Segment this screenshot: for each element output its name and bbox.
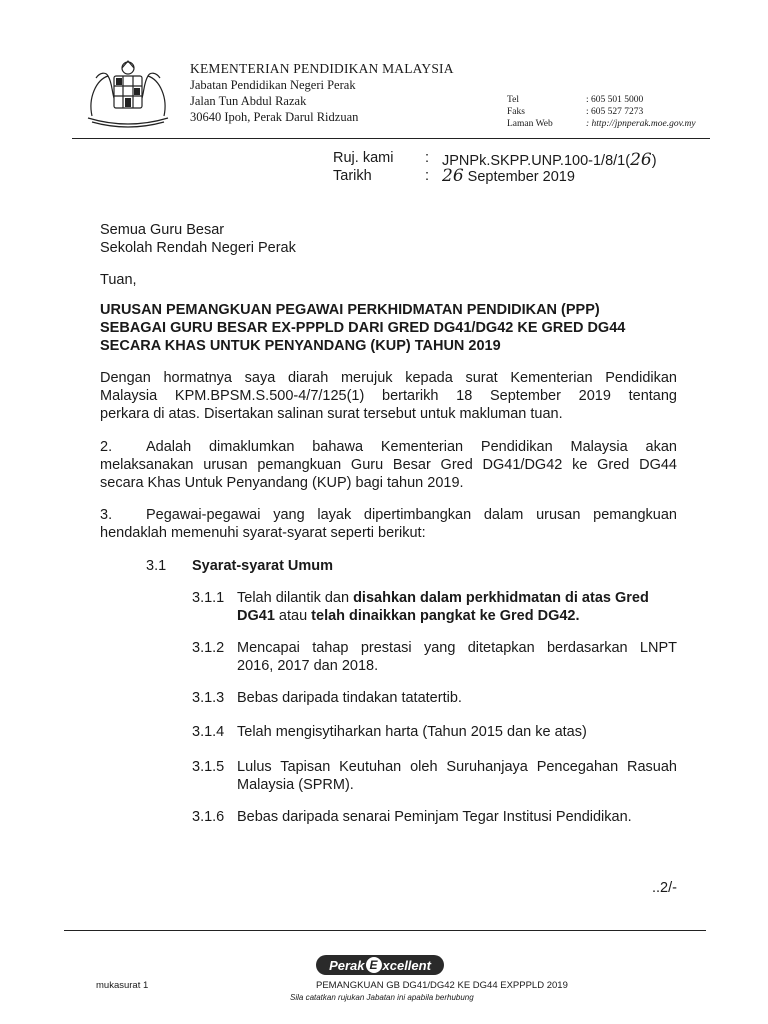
date-label: Tarikh [333, 168, 372, 184]
para1-line-1: Dengan hormatnya saya diarah merujuk kepada surat Kementerian Pendidikan [100, 370, 677, 386]
para3-number: 3. [100, 507, 113, 523]
recipient-line-2: Sekolah Rendah Negeri Perak [100, 240, 296, 256]
item-6-line-1: Bebas daripada senarai Peminjam Tegar Institusi Pendidikan. [237, 809, 632, 825]
para2-line-2: melaksanakan urusan pemangkuan Guru Besar Gred DG41/DG42 ke Gred DG44 [100, 457, 677, 473]
web-label: Laman Web [507, 119, 553, 129]
perak-excellent-logo: Perak E xcellent [316, 955, 444, 975]
web-value[interactable]: : http://jpnperak.moe.gov.my [586, 119, 696, 129]
footer-divider [64, 930, 706, 931]
item-5-number: 3.1.5 [192, 759, 225, 775]
fax-label: Faks [507, 107, 525, 117]
department-name: Jabatan Pendidikan Negeri Perak [190, 78, 356, 92]
item-1-number: 3.1.1 [192, 590, 225, 606]
date-handwritten-day: 26 [442, 166, 464, 186]
address-street: Jalan Tun Abdul Razak [190, 94, 307, 108]
item-2-line-2: 2016, 2017 dan 2018. [237, 658, 379, 674]
ref-label: Ruj. kami [333, 150, 394, 166]
item-2-line-1: Mencapai tahap prestasi yang ditetapkan berdasarkan LNPT [237, 640, 677, 656]
item-1-line-2: DG41 atau telah dinaikkan pangkat ke Gred DG42. [237, 608, 580, 624]
continuation-marker: ..2/- [652, 880, 677, 896]
ref-colon: : [425, 150, 430, 166]
item-3-line-1: Bebas daripada tindakan tatatertib. [237, 690, 462, 706]
section-number: 3.1 [146, 558, 167, 574]
para1-line-2: Malaysia KPM.BPSM.S.500-4/7/125(1) bertarikh 18 September 2019 tentang [100, 388, 677, 404]
salutation: Tuan, [100, 272, 137, 288]
item-6-number: 3.1.6 [192, 809, 225, 825]
para2-line-3: secara Khas Untuk Penyandang (KUP) bagi tahun 2019. [100, 475, 464, 491]
footer-note: Sila catatkan rujukan Jabatan ini apabila berhubung [290, 993, 474, 1002]
para2-number: 2. [100, 439, 113, 455]
coat-of-arms-icon [78, 58, 178, 130]
item-4-number: 3.1.4 [192, 724, 225, 740]
subject-line-3: SECARA KHAS UNTUK PENYANDANG (KUP) TAHUN 2019 [100, 338, 501, 354]
letter-date: 26 September 2019 [442, 166, 575, 186]
para2-line-1: Adalah dimaklumkan bahawa Kementerian Pendidikan Malaysia akan [146, 439, 677, 455]
tel-value: : 605 501 5000 [586, 95, 644, 105]
tel-label: Tel [507, 95, 519, 105]
item-5-line-2: Malaysia (SPRM). [237, 777, 354, 793]
header-divider [72, 138, 710, 139]
document-title: PEMANGKUAN GB DG41/DG42 KE DG44 EXPPPLD 2019 [316, 980, 568, 991]
para3-line-2: hendaklah memenuhi syarat-syarat seperti berikut: [100, 525, 426, 541]
ref-handwritten-number: 26 [630, 150, 652, 170]
item-2-number: 3.1.2 [192, 640, 225, 656]
fax-value: : 605 527 7273 [586, 107, 644, 117]
item-4-line-1: Telah mengisytiharkan harta (Tahun 2015 dan ke atas) [237, 724, 587, 740]
address-city: 30640 Ipoh, Perak Darul Ridzuan [190, 110, 359, 124]
subject-line-2: SEBAGAI GURU BESAR EX-PPPLD DARI GRED DG41/DG42 KE GRED DG44 [100, 320, 626, 336]
ref-number: JPNPk.SKPP.UNP.100-1/8/1(26) [442, 150, 657, 170]
ministry-name: KEMENTERIAN PENDIDIKAN MALAYSIA [190, 61, 454, 76]
item-5-line-1: Lulus Tapisan Keutuhan oleh Suruhanjaya Pencegahan Rasuah [237, 759, 677, 775]
date-colon: : [425, 168, 430, 184]
recipient-line-1: Semua Guru Besar [100, 222, 225, 238]
subject-line-1: URUSAN PEMANGKUAN PEGAWAI PERKHIDMATAN PENDIDIKAN (PPP) [100, 302, 600, 318]
item-1-line-1: Telah dilantik dan disahkan dalam perkhidmatan di atas Gred [237, 590, 649, 606]
para1-line-3: perkara di atas. Disertakan salinan surat tersebut untuk makluman tuan. [100, 406, 563, 422]
section-title: Syarat-syarat Umum [192, 558, 334, 574]
page-number: mukasurat 1 [96, 980, 149, 991]
excellent-x-icon: E [366, 957, 382, 973]
para3-line-1: Pegawai-pegawai yang layak dipertimbangkan dalam urusan pemangkuan [146, 507, 677, 523]
item-3-number: 3.1.3 [192, 690, 225, 706]
